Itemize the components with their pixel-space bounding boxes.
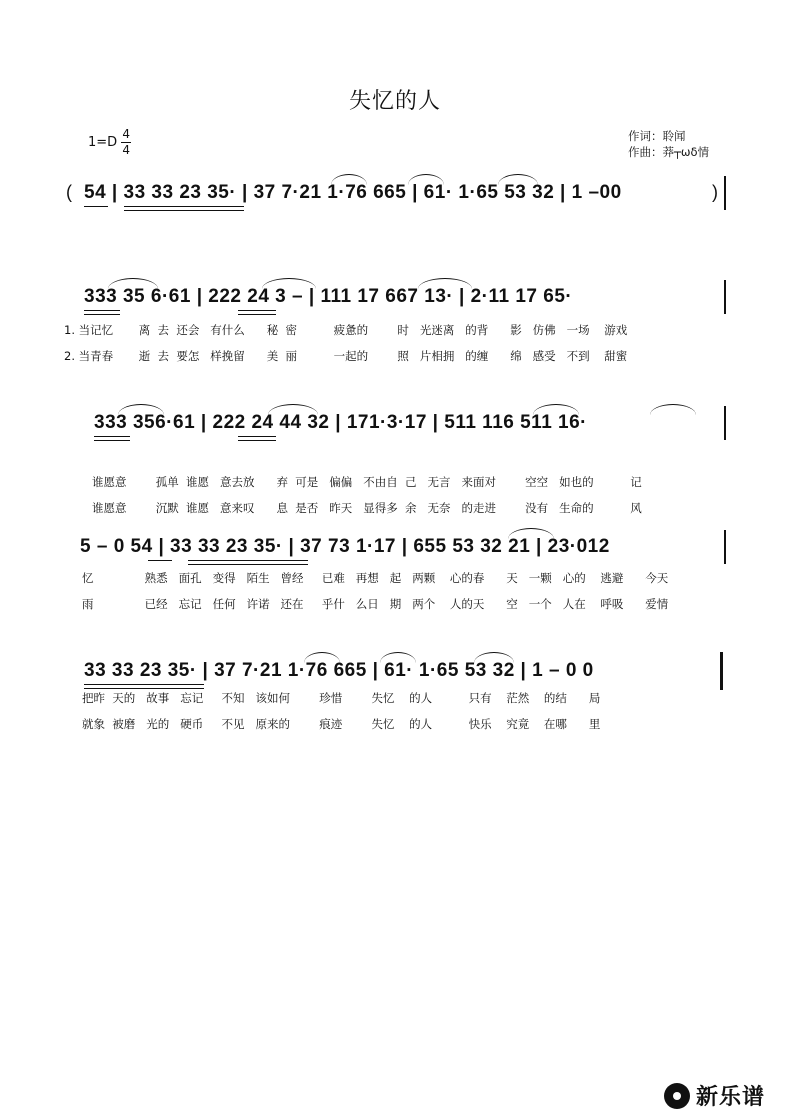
lyric-line-5-verse1: 把昨 天的 故事 忘记 不知 该如何 珍惜 失忆 的人 只有 茫然 的结 局 bbox=[82, 691, 601, 705]
lyric-line-5-verse2: 就象 被磨 光的 硬币 不见 原来的 痕迹 失忆 的人 快乐 究竟 在哪 里 bbox=[82, 717, 601, 731]
score-line-1 bbox=[66, 172, 728, 214]
close-paren: ) bbox=[712, 182, 718, 202]
time-top: 4 bbox=[122, 127, 130, 141]
key-label: 1=D bbox=[88, 135, 118, 150]
notes: 333 35 6·61 | 222 24 3 – | 111 17 667 13· | 2·11 17 65· bbox=[84, 286, 573, 307]
notes: 33 33 23 35· | 37 7·21 1·76 665 | 61· 1·65 53 32 | 1 – 0 0 bbox=[84, 660, 594, 681]
open-paren: ( bbox=[66, 182, 72, 202]
lyric-line-3-verse1: 谁愿意 孤单 谁愿 意去放 弃 可是 偏偏 不由自 己 无言 来面对 空空 如也的 记 bbox=[92, 475, 642, 489]
notes: 54 | 33 33 23 35· | 37 7·21 1·76 665 | 61· 1·65 53 32 | 1 –00 bbox=[84, 182, 622, 203]
time-bottom: 4 bbox=[122, 143, 130, 157]
time-signature bbox=[121, 128, 131, 157]
credits bbox=[628, 128, 709, 160]
logo-text: 新乐谱 bbox=[696, 1085, 766, 1110]
key-signature bbox=[88, 128, 131, 157]
record-disc-icon bbox=[664, 1083, 690, 1109]
score-line-4 bbox=[78, 526, 728, 568]
score-line-5 bbox=[78, 650, 728, 692]
lyric-line-4-verse2: 雨 已经 忘记 任何 许诺 还在 乎什 么日 期 两个 人的天 空 一个 人在 呼吸 爱情 bbox=[82, 597, 669, 611]
lyricist: 作词：聆闻 bbox=[628, 129, 686, 143]
lyric-line-2-verse1: 1. 当记忆 离 去 还会 有什么 秘 密 疲惫的 时 光迷离 的背 影 仿佛 一场 游戏 bbox=[64, 323, 628, 337]
notes: 333 356·61 | 222 24 44 32 | 171·3·17 | 511 116 511 16· bbox=[94, 412, 588, 433]
score-line-3 bbox=[78, 402, 728, 444]
composer: 作曲：莽┬ωδ情 bbox=[628, 145, 710, 159]
song-title: 失忆的人 bbox=[348, 89, 441, 114]
lyric-line-3-verse2: 谁愿意 沉默 谁愿 意来叹 息 是否 昨天 显得多 余 无奈 的走进 没有 生命的 风 bbox=[92, 501, 642, 515]
site-logo bbox=[664, 1080, 765, 1111]
lyric-line-2-verse2: 2. 当青春 逝 去 要怎 样挽留 美 丽 一起的 照 片相拥 的缠 绵 感受 不到 甜蜜 bbox=[64, 349, 628, 363]
lyric-line-4-verse1: 忆 熟悉 面孔 变得 陌生 曾经 已难 再想 起 两颗 心的春 天 一颗 心的 逃避 今天 bbox=[82, 571, 669, 585]
notes: 5 – 0 54 | 33 33 23 35· | 37 73 1·17 | 655 53 32 21 | 23·012 bbox=[80, 536, 610, 557]
score-line-2 bbox=[78, 276, 728, 318]
